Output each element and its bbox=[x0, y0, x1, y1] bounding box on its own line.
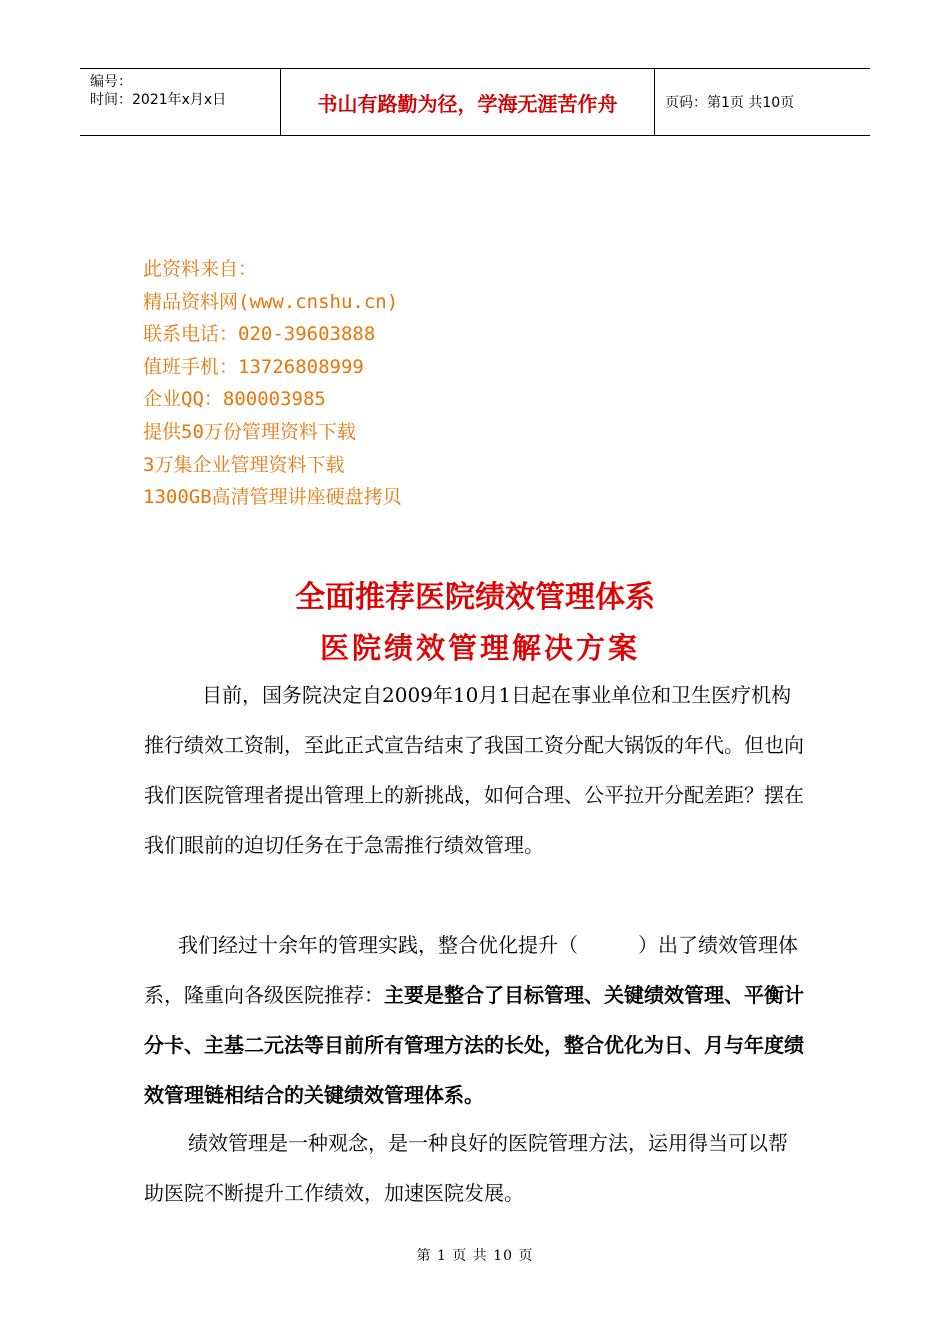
document-header bbox=[80, 68, 870, 136]
document-subtitle: 医院绩效管理解决方案 bbox=[320, 631, 641, 665]
paragraph-2-text: 我们经过十余年的管理实践，整合优化提升（ ）出了绩效管理体系，隆重向各级医院推荐： bbox=[144, 933, 798, 1007]
source-line: 提供50万份管理资料下载 bbox=[143, 420, 356, 443]
header-meta bbox=[80, 69, 281, 135]
source-line: 联系电话：020-39603888 bbox=[143, 323, 376, 346]
source-info-block bbox=[143, 253, 402, 514]
source-line: 精品资料网(www.cnshu.cn) bbox=[143, 290, 399, 313]
paragraph-2-bold-text: 主要是整合了目标管理、关键绩效管理、平衡计分卡、主基二元法等目前所有管理方法的长处，整合优化为日、月与年度绩效管理链相结合的关键绩效管理体系。 bbox=[144, 983, 804, 1107]
source-line: 企业QQ：800003985 bbox=[143, 388, 326, 411]
body-paragraph-2 bbox=[144, 920, 804, 1120]
body-paragraph-3: 绩效管理是一种观念，是一种良好的医院管理方法，运用得当可以帮助医院不断提升工作绩效，加速医院发展。 bbox=[144, 1131, 788, 1205]
header-page-info: 页码：第1页 共10页 bbox=[665, 95, 795, 111]
date-label: 时间：2021年x月x日 bbox=[90, 92, 227, 108]
source-line: 1300GB高清管理讲座硬盘拷贝 bbox=[143, 486, 402, 509]
number-label: 编号： bbox=[90, 74, 132, 90]
source-line: 此资料来自： bbox=[143, 258, 258, 280]
document-title: 全面推荐医院绩效管理体系 bbox=[295, 580, 655, 615]
body-paragraph-1: 目前，国务院决定自2009年10月1日起在事业单位和卫生医疗机构推行绩效工资制，至此正式宣告结束了我国工资分配大锅饭的年代。但也向我们医院管理者提出管理上的新挑战，如何合理、公平拉开分配差距？摆在我们眼前的迫切任务在于急需推行绩效管理。 bbox=[144, 683, 804, 857]
header-motto: 书山有路勤为径，学海无涯苦作舟 bbox=[281, 69, 655, 135]
source-line: 3万集企业管理资料下载 bbox=[143, 453, 345, 476]
page-footer: 第 1 页 共 10 页 bbox=[416, 1248, 534, 1264]
source-line: 值班手机：13726808999 bbox=[143, 355, 364, 378]
